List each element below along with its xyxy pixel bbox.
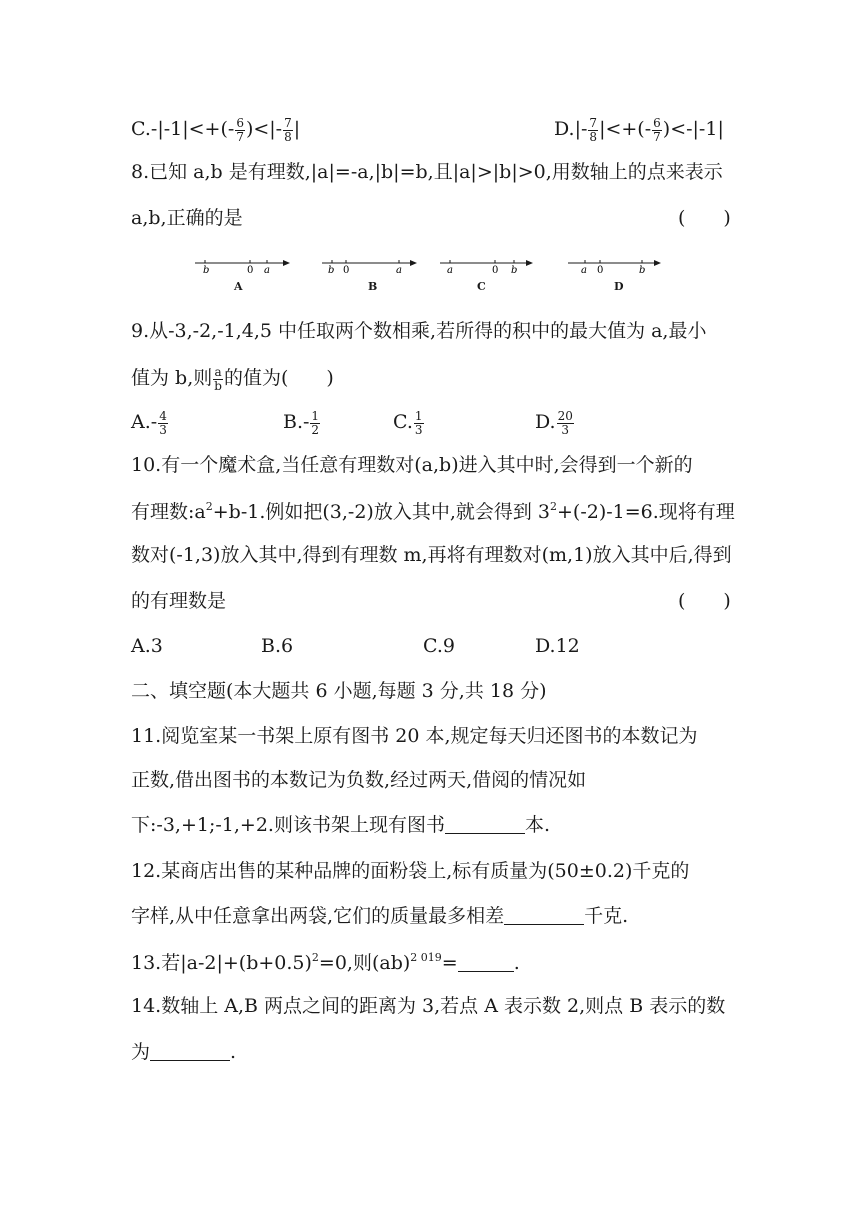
number-line-d (568, 255, 668, 279)
point-label-b: b (203, 265, 210, 276)
q14-stem-line-1: 14.数轴上 A,B 两点之间的距离为 3,若点 A 表示数 2,则点 B 表示的数 (131, 995, 726, 1017)
number-line-diagram-a (195, 255, 295, 284)
q8-stem-line-2: a,b,正确的是 (131, 207, 243, 229)
q10-stem-line-2: 有理数$:a^2+b-1$.例如把(3,-2)放入其中,就会得到 $3^2+(-2)-1=6$.现将有理 (131, 500, 735, 523)
fraction: $\frac{a}{b}$ (214, 365, 222, 393)
fraction: $\frac{6}{7}$ (236, 116, 244, 144)
number-line-b (322, 255, 422, 279)
point-label-b: b (639, 265, 646, 276)
q10-stem-line-1: 10.有一个魔术盒,当任意有理数对(a,b)进入其中时,会得到一个新的 (131, 454, 693, 476)
q11-stem-line-3: 下:-3,+1;-1,+2.则该书架上现有图书 本. (131, 814, 551, 836)
q11-stem-line-1: 11.阅览室某一书架上原有图书 20 本,规定每天归还图书的本数记为 (131, 725, 698, 747)
point-label-a: a (264, 265, 270, 276)
q11-stem-line-2: 正数,借出图书的本数记为负数,经过两天,借阅的情况如 (131, 769, 587, 791)
q9-option-c: C. $\frac{1}{3}$ (393, 409, 423, 437)
q10-stem-line-3: 数对(-1,3)放入其中,得到有理数 m,再将有理数对(m,1)放入其中后,得到 (131, 544, 732, 566)
answer-blank[interactable] (445, 832, 525, 834)
fraction: $\frac{6}{7}$ (653, 116, 661, 144)
diagram-caption-c: C (477, 280, 486, 293)
q10-option-c: C.9 (423, 635, 455, 657)
diagram-caption-d: D (614, 280, 624, 293)
answer-blank[interactable] (458, 970, 514, 972)
origin-label: 0 (343, 265, 350, 276)
q9-option-a: A.- $\frac{4}{3}$ (131, 409, 167, 437)
q9-stem-line-1: 9.从-3,-2,-1,4,5 中任取两个数相乘,若所得的积中的最大值为 a,最小 (131, 320, 707, 342)
q8-stem-line-1: 8.已知 a,b 是有理数,|a|=-a,|b|=b,且|a|>|b|>0,用数轴上的点来表示 (131, 161, 723, 183)
q10-option-d: D.12 (535, 635, 580, 657)
q9-option-d: D. $\frac{20}{3}$ (535, 409, 573, 437)
q12-stem-line-2: 字样,从中任意拿出两袋,它们的质量最多相差 千克. (131, 905, 629, 927)
fraction: $\frac{1}{2}$ (311, 409, 320, 437)
origin-label: 0 (492, 265, 499, 276)
q10-option-a: A.3 (131, 635, 163, 657)
q9-stem-line-2: 值为 b,则 $\frac{a}{b}$ 的值为( ) (131, 365, 334, 393)
q7-option-c: C.-|-1|<+(- $\frac{6}{7}$ )<|- $\frac{7}{8}$ | (131, 116, 301, 144)
fraction: $\frac{7}{8}$ (284, 116, 292, 144)
point-label-a: a (581, 265, 587, 276)
number-line-diagram-c (440, 255, 540, 284)
origin-label: 0 (247, 265, 254, 276)
q12-stem-line-1: 12.某商店出售的某种品牌的面粉袋上,标有质量为(50±0.2)千克的 (131, 860, 690, 882)
fraction: $\frac{4}{3}$ (159, 409, 167, 437)
q13-stem: 13.若$|a-2|+(b+0.5)^2=0$,则(ab)$^{2 019}$= . (131, 951, 520, 974)
number-line-a (195, 255, 295, 279)
q14-stem-line-2: 为 . (131, 1041, 237, 1063)
point-label-a: a (396, 265, 402, 276)
answer-paren: ( ) (678, 207, 731, 229)
number-line-c (440, 255, 540, 279)
fraction: $\frac{7}{8}$ (589, 116, 598, 144)
q7-option-d: D.|- $\frac{7}{8}$ |<+(- $\frac{6}{7}$ )<-|-1| (554, 116, 724, 144)
diagram-caption-a: A (234, 280, 243, 293)
fraction: $\frac{20}{3}$ (557, 409, 573, 437)
q9-option-b: B.- $\frac{1}{2}$ (283, 409, 320, 437)
section-heading: 二、填空题(本大题共 6 小题,每题 3 分,共 18 分) (131, 680, 547, 702)
answer-blank[interactable] (504, 923, 584, 925)
answer-paren: ( ) (678, 590, 731, 612)
point-label-b: b (511, 265, 518, 276)
point-label-a: a (447, 265, 453, 276)
answer-blank[interactable] (150, 1059, 230, 1061)
point-label-b: b (328, 265, 335, 276)
q10-option-b: B.6 (261, 635, 294, 657)
origin-label: 0 (597, 265, 604, 276)
diagram-caption-b: B (368, 280, 378, 293)
fraction: $\frac{1}{3}$ (414, 409, 423, 437)
q10-stem-line-4: 的有理数是 (131, 590, 227, 612)
